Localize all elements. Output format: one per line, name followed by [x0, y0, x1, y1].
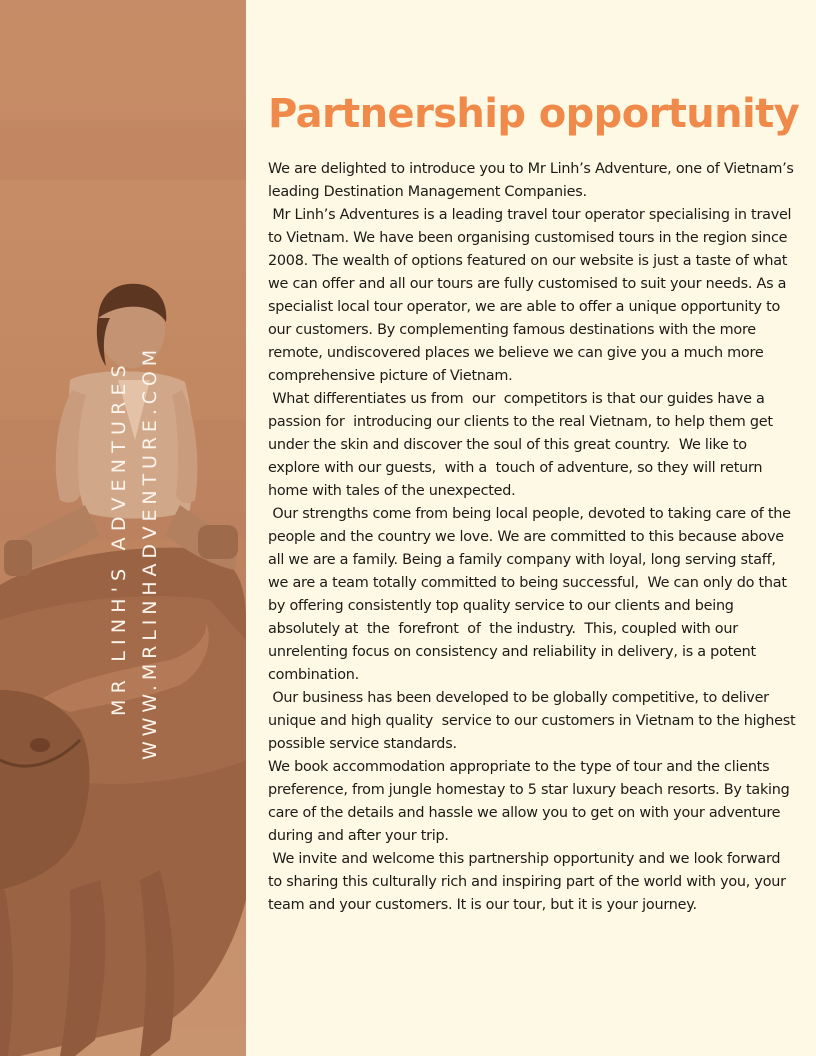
paragraph: We invite and welcome this partnership opportunity and we look forward to sharing this culturally rich and inspiring part of the world with you, your team and your customers. It is our tour, but it is your journey. — [268, 851, 791, 913]
website-url: WWW.MRLINHADVENTURE.COM — [139, 344, 161, 760]
paragraph: What differentiates us from our competitors is that our guides have a passion for introducing our clients to the real Vietnam, to help them get under the skin and discover the soul of this great country. We like to explore with our guests, with a touch of adventure, so they will return home with tales of the unexpected. — [268, 391, 778, 499]
brand-name: MR LINH'S ADVENTURES — [108, 359, 130, 716]
paragraph: Mr Linh’s Adventures is a leading travel tour operator specialising in travel to Vietnam. We have been organising customised tours in the region since 2008. The wealth of options featured on our website is just a taste of what we can offer and all our tours are fully customised to suit your needs. As a specialist local tour operator, we are able to offer a unique opportunity to our customers. By complementing famous destinations with the more remote, undiscovered places we believe we can give you a much more comprehensive picture of Vietnam. — [268, 207, 796, 384]
body-text — [268, 158, 798, 917]
page-title: Partnership opportunity — [268, 91, 800, 137]
paragraph: Our strengths come from being local people, devoted to taking care of the people and the country we love. We are committed to this because above all we are a family. Being a family company with loyal, long serving staff, we are a team totally committed to being successful, We can only do that by offering consistently top quality service to our clients and being absolutely at the forefront of the industry. This, coupled with our unrelenting focus on consistency and reliability in delivery, is a potent combination. — [268, 506, 796, 683]
cover-photo-panel — [0, 0, 246, 1056]
paragraph: Our business has been developed to be globally competitive, to deliver unique and high quality service to our customers in Vietnam to the highest possible service standards. — [268, 690, 800, 752]
paragraph: We book accommodation appropriate to the type of tour and the clients preference, from jungle homestay to 5 star luxury beach resorts. By taking care of the details and hassle we allow you to get on with your adventure during and after your trip. — [268, 759, 794, 844]
paragraph: We are delighted to introduce you to Mr Linh’s Adventure, one of Vietnam’s leading Destination Management Companies. — [268, 161, 798, 200]
